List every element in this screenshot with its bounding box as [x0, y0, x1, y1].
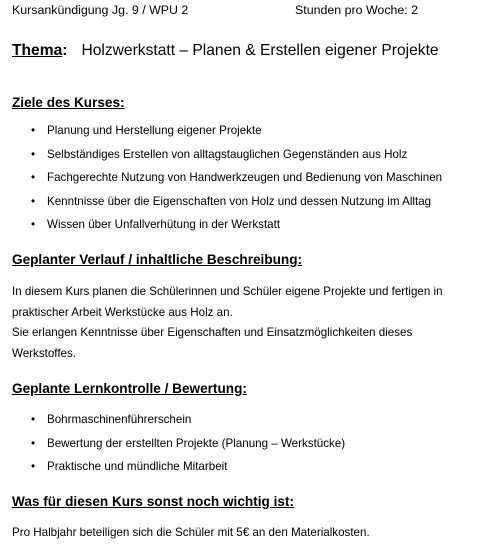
list-item: • Wissen über Unfallverhütung in der Werkstatt	[31, 218, 281, 231]
goals-heading-colon: :	[120, 95, 125, 110]
plan-description	[12, 282, 472, 364]
bullet-icon: •	[31, 124, 36, 137]
plan-line: Sie erlangen Kenntnisse über Eigenschaften und Einsatzmöglichkeiten dieses	[12, 326, 413, 339]
bullet-icon: •	[31, 218, 36, 231]
goals-heading	[12, 94, 125, 111]
other-heading-colon: :	[289, 494, 294, 509]
plan-line: Werkstoffes.	[12, 346, 77, 360]
other-heading	[12, 493, 294, 510]
topic-value: Holzwerkstatt – Planen & Erstellen eigener Projekte	[81, 42, 439, 59]
bullet-icon: •	[31, 147, 36, 161]
bullet-icon: •	[31, 460, 36, 473]
plan-line: praktischer Arbeit Werkstücke aus Holz an.	[12, 305, 233, 319]
course-label: Kursankündigung Jg. 9 / WPU 2	[12, 3, 189, 17]
other-heading-text: Was für diesen Kurs sonst noch wichtig ist	[12, 494, 290, 509]
topic-separator: :	[62, 42, 68, 59]
plan-heading-colon: :	[297, 252, 303, 267]
list-item: • Bohrmaschinenführerschein	[31, 413, 192, 426]
plan-heading	[12, 251, 302, 268]
list-item: • Selbständiges Erstellen von alltagstauglichen Gegenständen aus Holz	[31, 147, 408, 161]
list-item: • Fachgerechte Nutzung von Handwerkzeugen und Bedienung von Maschinen	[31, 171, 443, 184]
assessment-list	[0, 413, 345, 484]
bullet-icon: •	[31, 436, 36, 450]
goals-list	[0, 124, 442, 242]
assessment-heading	[12, 380, 247, 397]
topic-label: Thema	[12, 42, 63, 59]
other-text: Pro Halbjahr beteiligen sich die Schüler mit 5€ an den Materialkosten.	[12, 526, 370, 539]
list-item: • Planung und Herstellung eigener Projekte	[31, 124, 262, 137]
goals-heading-text: Ziele des Kurses	[12, 95, 121, 110]
plan-line: In diesem Kurs planen die Schülerinnen und Schüler eigene Projekte und fertigen in	[12, 285, 443, 298]
assessment-heading-colon: :	[242, 381, 247, 396]
other-description	[12, 523, 472, 544]
hours-per-week: Stunden pro Woche: 2	[295, 3, 419, 17]
list-item: • Praktische und mündliche Mitarbeit	[31, 460, 228, 473]
bullet-icon: •	[31, 171, 36, 184]
plan-heading-text: Geplanter Verlauf / inhaltliche Beschreibung	[12, 252, 298, 267]
list-item: • Kenntnisse über die Eigenschaften von Holz und dessen Nutzung im Alltag	[31, 194, 432, 208]
topic-line	[12, 41, 439, 61]
bullet-icon: •	[31, 413, 36, 426]
bullet-icon: •	[31, 194, 36, 208]
assessment-heading-text: Geplante Lernkontrolle / Bewertung	[12, 381, 243, 396]
list-item: • Bewertung der erstellten Projekte (Planung – Werkstücke)	[31, 436, 346, 450]
